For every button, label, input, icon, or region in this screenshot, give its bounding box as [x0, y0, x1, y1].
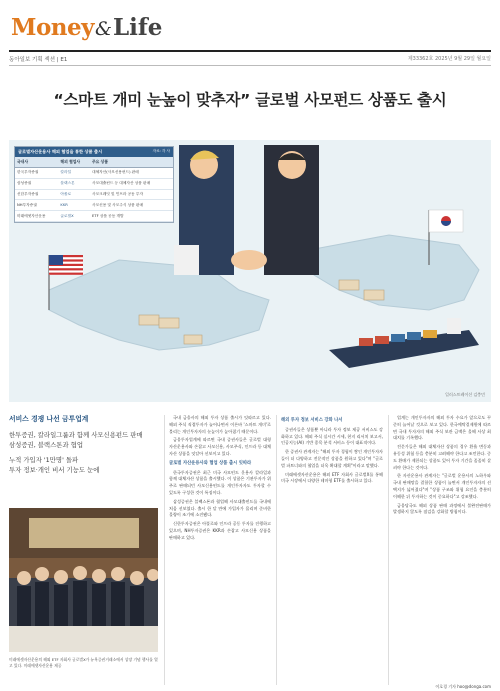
masthead-money: Money [11, 14, 95, 41]
table-col-header: 주요 상품 [90, 157, 173, 168]
body-column-4 [393, 415, 491, 518]
table-cell: 사모대출펀드 등 대체자산 상품 판매 [90, 178, 173, 189]
byline: 이호경 기자 hoo@donga.com [435, 684, 491, 689]
section-label: 동아일보 기획 섹션 | E1 [9, 57, 68, 63]
body-paragraph: 전문가들은 해외 대체자산 상품의 경우 환율 변동과 유동성 위험 등을 충분히 고려해야 한다고 조언한다. 중도 환매가 제한되는 상품도 있어 투자 기간을 꼼꼼히 살펴야 한다는 것이다. [393, 444, 491, 470]
photo-caption: 미래에셋자산운용의 해외 ETF 자회사 글로벌X가 뉴욕증권거래소에서 상장 기념 행사를 열고 있다. 미래에셋자산운용 제공 [9, 657, 158, 668]
deck-line: 삼성증권, 블랙스톤과 협업 [9, 441, 84, 449]
issue-info: 제33362호 2025년 9월 29일 월요일 [407, 56, 491, 62]
table-row [15, 168, 173, 179]
column-divider [388, 415, 389, 685]
table-row [15, 189, 173, 200]
table-cell: 아폴로 [58, 189, 90, 200]
body-paragraph: 한 증권사 관계자는 "해외 투자 경험이 쌓인 개인투자자들이 더 다양하고 전문적인 상품을 원하고 있다"며 "글로벌 파트너와의 협업을 더욱 확대할 계획"이라고 말했다. [281, 449, 383, 468]
masthead-amp: & [95, 18, 112, 40]
body-paragraph: 삼성증권은 블랙스톤과 협업해 사모대출펀드를 국내에 처음 선보였다. 출시 한 달 만에 가입자가 몰리며 준비한 물량이 조기에 소진됐다. [169, 498, 271, 518]
subheading: 해외 투자 정보 서비스 강화 나서 [281, 418, 343, 423]
table-cell: NH투자증권 [15, 200, 58, 211]
deck-line: 투자 정보·개인 비서 기능도 눈에 [9, 466, 100, 474]
table-cell: 사모크레딧 및 인프라 공동 투자 [90, 189, 173, 200]
table-source: 자료: 각 사 [152, 149, 170, 153]
table-cell: 한국투자증권 [15, 168, 58, 179]
body-column-2 [169, 415, 271, 544]
deck-line: 한투증권, 칼라일그룹과 함께 사모신용펀드 판매 [9, 431, 143, 439]
table-cell: ETF 상품 공동 개발 [90, 211, 173, 222]
nyse-event-photo [9, 508, 158, 652]
table-col-header: 국내사 [15, 157, 58, 168]
table-row [15, 200, 173, 211]
column-divider [276, 415, 277, 685]
body-paragraph: 한국투자증권은 최근 미국 사모펀드 운용사 칼라일과 함께 대체자산 상품을 출시했다. 이 상품은 기관투자가 위주로 판매되던 사모신용펀드를 개인투자자도 투자할 수 있도록 구성한 것이 특징이다. [169, 469, 271, 495]
table-cell: 글로벌X [58, 211, 90, 222]
table-cell: 사모신용 및 사모주식 상품 판매 [90, 200, 173, 211]
table-head-row [15, 157, 173, 168]
table-row [15, 178, 173, 189]
body-paragraph: 업계는 개인투자자의 해외 투자 수요가 앞으로도 꾸준히 늘어날 것으로 보고 있다. 한국예탁결제원에 따르면 국내 투자자의 해외 주식 보관 금액은 올해 사상 최대치를 기록했다. [393, 415, 491, 441]
body-paragraph: 국내 금융사의 해외 투자 상품 출시가 잇따르고 있다. 해외 주식 직접투자가 늘어나면서 이른바 '스마트 개미'로 불리는 개인투자자의 눈높이가 높아졌기 때문이다. [169, 415, 271, 434]
table-row [15, 211, 173, 222]
sidebar-deck [9, 430, 159, 475]
table-cell: KKR [58, 200, 90, 211]
body-paragraph: 신한투자증권은 아폴로와 인프라 공동 투자를 진행하고 있으며, NH투자증권은 KKR과 손잡고 사모신용 상품을 판매하고 있다. [169, 521, 271, 540]
illustration-credit: 일러스트레이션 김충민 [445, 392, 485, 397]
sidebar-column [9, 415, 159, 481]
table-cell: 미래에셋자산운용 [15, 211, 58, 222]
table-header-bar [15, 147, 173, 157]
table-cell: 대체자산(사모신용펀드) 판매 [90, 168, 173, 179]
table-cell: 삼성증권 [15, 178, 58, 189]
body-column-3 [281, 415, 383, 487]
table-col-header: 해외 협업사 [58, 157, 90, 168]
page-headline: “스마트 개미 눈높이 맞추자” 글로벌 사모펀드 상품도 출시 [53, 91, 447, 109]
deck-line: 누적 가입자 '1만명' 돌파 [9, 456, 79, 464]
body-paragraph: 미래에셋자산운용은 해외 ETF 자회사 글로벌X를 통해 미국 시장에서 다양한 테마형 ETF를 출시하고 있다. [281, 471, 383, 484]
partnership-table [14, 146, 174, 223]
table-cell: 신한투자증권 [15, 189, 58, 200]
table-title: 글로벌자산운용사 해외 협업을 통한 상품 출시 [18, 149, 103, 154]
masthead-rule [9, 50, 491, 52]
divider [9, 65, 491, 66]
masthead-life: Life [112, 14, 163, 41]
table-cell: 칼라일 [58, 168, 90, 179]
masthead-logo [11, 14, 162, 41]
body-paragraph: 금융투자업계에 따르면 국내 증권사들은 글로벌 대형 자산운용사와 손잡고 사모신용, 사모주식, 인프라 등 대체자산 상품을 잇달아 선보이고 있다. [169, 437, 271, 456]
subheading: 글로벌 자산운용사와 협업 상품 출시 잇따라 [169, 460, 252, 466]
body-paragraph: 한 자산운용사 관계자는 "글로벌 운용사의 노하우와 국내 판매망을 결합한 상품이 늘면서 개인투자자의 선택지가 넓어졌다"며 "상품 구조와 위험 요인을 충분히 이해한 뒤 투자하는 것이 중요하다"고 강조했다. [393, 473, 491, 499]
body-paragraph: 금융당국도 해외 상품 판매 과정에서 불완전판매가 발생하지 않도록 점검을 강화할 방침이다. [393, 502, 491, 515]
body-paragraph: 증권사들은 상품뿐 아니라 투자 정보 제공 서비스도 강화하고 있다. 해외 주식 실시간 시세, 현지 리서치 보고서, 인공지능(AI) 기반 종목 분석 서비스 등이 대표적이다. [281, 426, 383, 446]
sidebar-title: 서비스 경쟁 나선 금투업계 [9, 415, 89, 423]
column-divider [164, 415, 165, 685]
table-cell: 블랙스톤 [58, 178, 90, 189]
